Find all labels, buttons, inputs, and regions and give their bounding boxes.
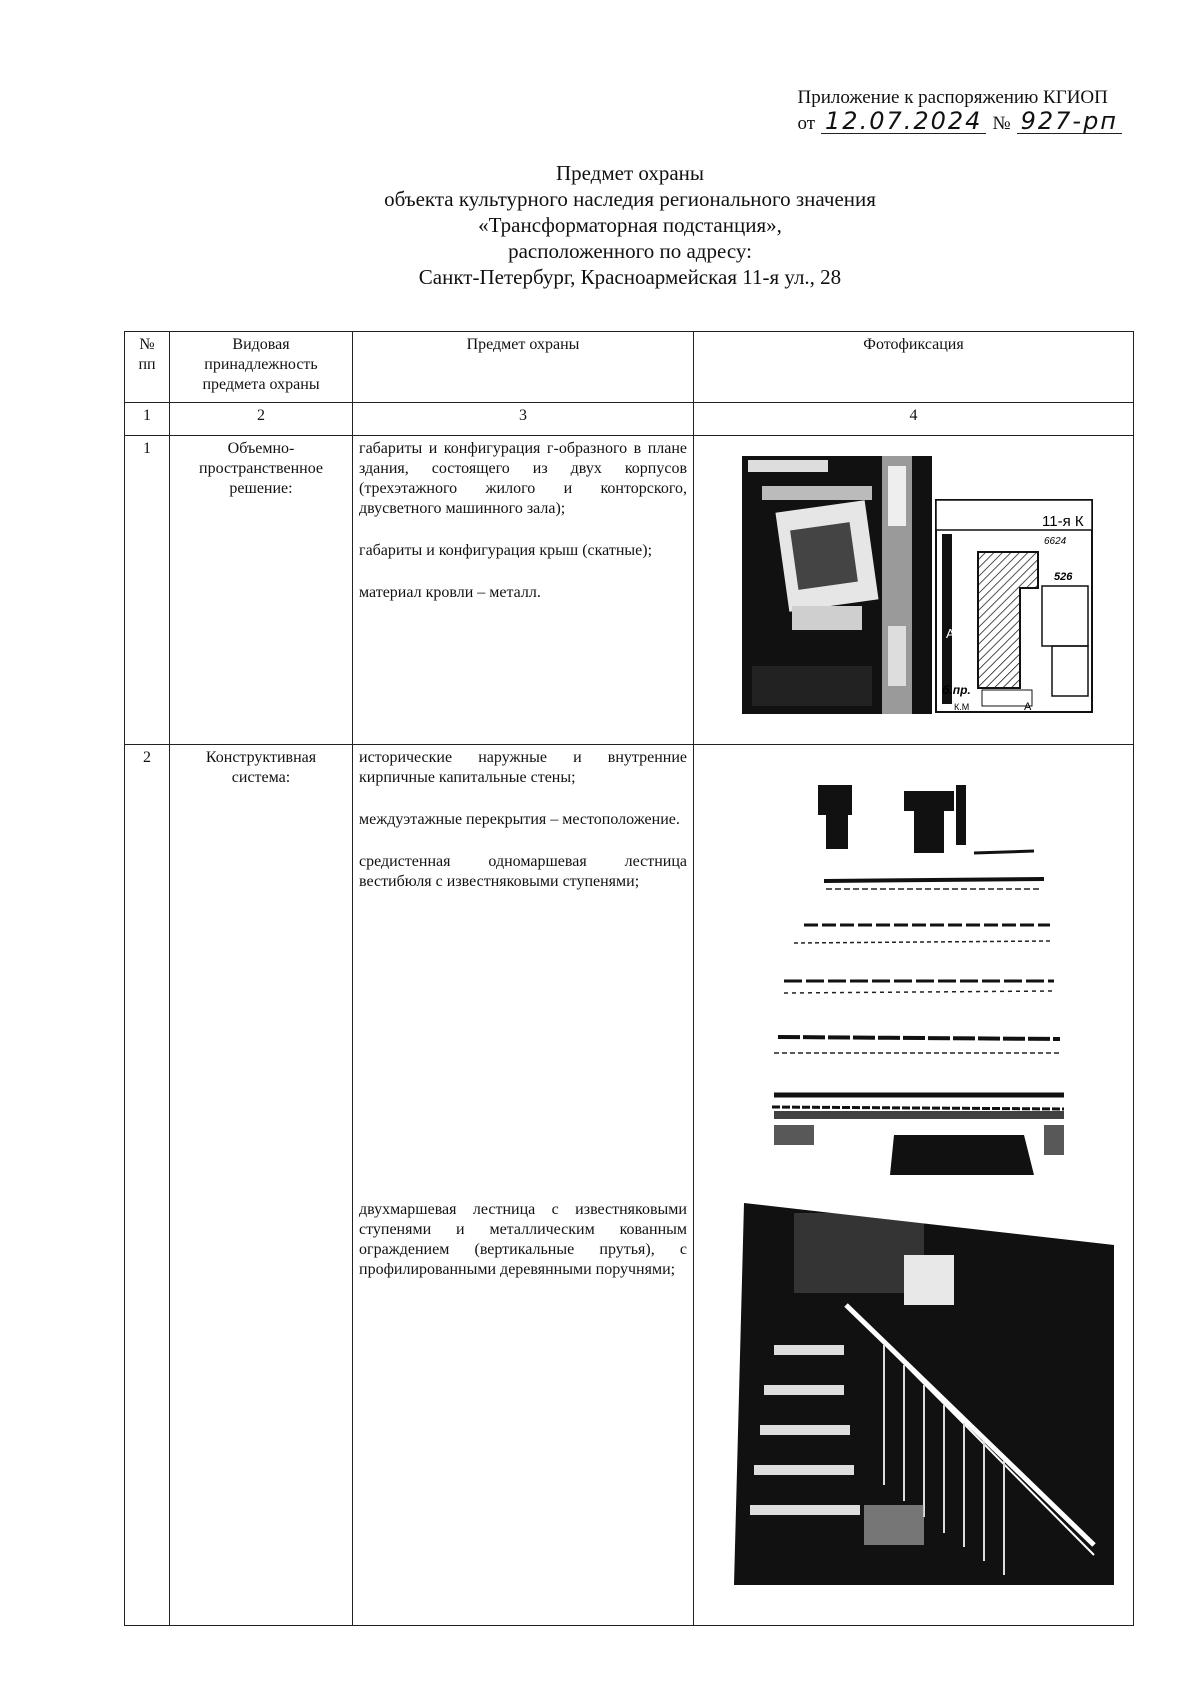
annex-from-label: от: [797, 113, 816, 134]
protection-table: [124, 331, 1134, 1626]
document-title: [0, 160, 1200, 290]
staircase-photos: [714, 785, 1124, 1585]
subject-item: средистенная одномаршевая лестница вестибюля с известняковыми ступенями;: [359, 853, 687, 890]
map-label: 526: [1054, 571, 1073, 583]
map-label: А: [1024, 701, 1032, 713]
map-label: 11-я К: [1042, 513, 1084, 530]
cadastral-map: [936, 500, 1092, 713]
annex-number: 927-рп: [1017, 109, 1122, 134]
map-label: 6624: [1044, 536, 1067, 547]
annex-date-line: [797, 109, 1122, 135]
row-category: Конструктивная система:: [170, 745, 353, 1626]
subject-item: габариты и конфигурация г-образного в плане здания, состоящего из двух корпусов (трехэтажного жилого и конторского, двусветного машинного зала);: [359, 440, 687, 517]
subject-item: междуэтажные перекрытия – местоположение.: [359, 811, 680, 828]
row-photo: [694, 745, 1134, 1626]
row-number: 2: [125, 745, 170, 1626]
annex-header: [797, 86, 1122, 135]
table-row: [125, 436, 1134, 745]
annex-title: Приложение к распоряжению КГИОП: [797, 87, 1108, 108]
table-header-row: [125, 332, 1134, 403]
vestibule-stair-photo: [772, 785, 1064, 1175]
row-subject: [353, 436, 694, 745]
row-photo: [694, 436, 1134, 745]
column-number-row: [125, 403, 1134, 436]
subject-item: двухмаршевая лестница с известняковыми ступенями и металлическим кованным ограждением (вертикальные прутья), с профилированными деревянными поручнями;: [359, 1201, 687, 1278]
subject-item: материал кровли – металл.: [359, 584, 541, 601]
annex-number-label: №: [992, 113, 1011, 134]
row-number: 1: [125, 436, 170, 745]
two-flight-stair-photo: [734, 1203, 1114, 1585]
map-label: К.М: [954, 702, 970, 712]
map-label: б.пр.: [942, 683, 971, 697]
title-line-4: расположенного по адресу:: [508, 239, 752, 263]
row-subject: [353, 745, 694, 1626]
header-subject: Предмет охраны: [353, 332, 694, 403]
annex-date: 12.07.2024: [821, 109, 986, 134]
col-number: 3: [353, 403, 694, 436]
header-photo: Фотофиксация: [694, 332, 1134, 403]
map-label: А: [946, 626, 955, 641]
title-line-5: Санкт-Петербург, Красноармейская 11-я ул., 28: [418, 265, 842, 289]
aerial-photo: [742, 456, 932, 714]
header-num: № пп: [125, 332, 170, 403]
aerial-and-map-photo: [742, 456, 1094, 714]
table-row: [125, 745, 1134, 1626]
row-category: Объемно-пространственное решение:: [170, 436, 353, 745]
title-line-2: объекта культурного наследия регионального значения: [384, 187, 876, 211]
subject-item: габариты и конфигурация крыш (скатные);: [359, 542, 653, 559]
col-number: 4: [694, 403, 1134, 436]
title-line-1: Предмет охраны: [555, 161, 705, 185]
col-number: 1: [125, 403, 170, 436]
col-number: 2: [170, 403, 353, 436]
subject-item: исторические наружные и внутренние кирпичные капитальные стены;: [359, 749, 687, 786]
header-category: Видовая принадлежность предмета охраны: [170, 332, 353, 403]
title-line-3: «Трансформаторная подстанция»,: [478, 213, 782, 237]
